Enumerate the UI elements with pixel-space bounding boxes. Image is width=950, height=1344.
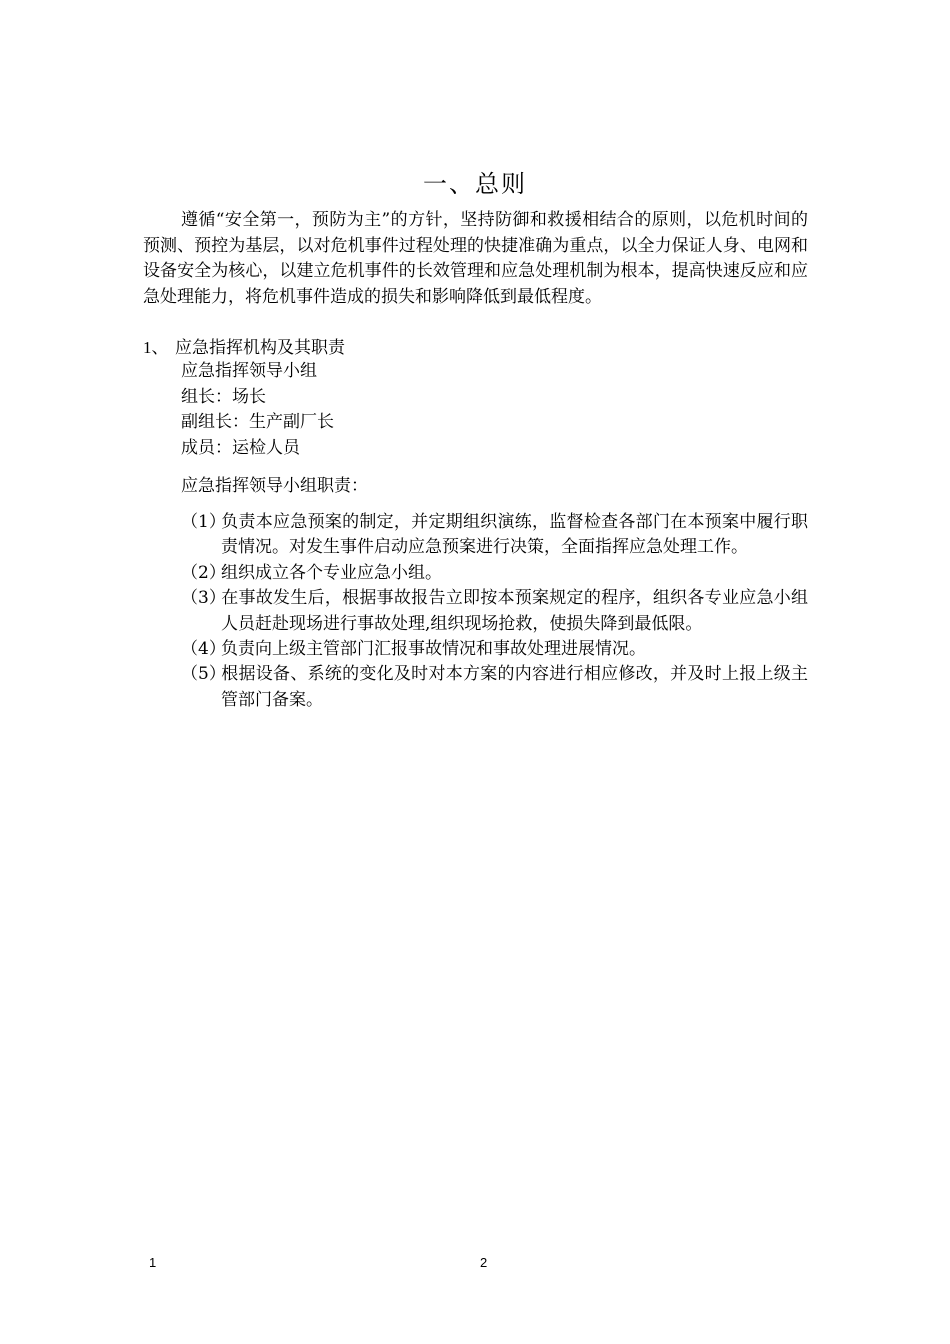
section-heading-text: 应急指挥机构及其职责 (175, 338, 345, 358)
footer-page-number-left: 1 (149, 1255, 157, 1270)
duty-text: 负责向上级主管部门汇报事故情况和事故处理进展情况。 (221, 639, 646, 660)
duty-text: 根据设备、系统的变化及时对本方案的内容进行相应修改，并及时上报上级主管部门备案。 (221, 664, 808, 710)
intro-paragraph: 遵循“安全第一，预防为主”的方针，坚持防御和救援相结合的原则，以危机时间的预测、预控为基层，以对危机事件过程处理的快捷准确为重点，以全力保证人身、电网和设备安全为核心，以建立危机事件的长效管理和应急处理机制为根本，提高快速反应和应急处理能力，将危机事件造成的损失和影响降低到最低程度。 (143, 210, 808, 307)
duty-item (181, 662, 808, 713)
duty-marker: （2） (181, 562, 226, 583)
duty-text: 负责本应急预案的制定，并定期组织演练，监督检查各部门在本预案中履行职责情况。对发生事件启动应急预案进行决策，全面指挥应急处理工作。 (221, 512, 808, 558)
duties-list (181, 510, 808, 713)
duty-marker: （4） (181, 639, 226, 660)
duty-item (181, 510, 808, 561)
duty-marker: （1） (181, 512, 226, 532)
duty-marker: （5） (181, 664, 226, 685)
duty-marker: （3） (181, 588, 226, 609)
section-heading (143, 335, 345, 361)
group-leader: 组长：场长 (181, 386, 266, 407)
leadership-group-list (181, 359, 334, 461)
duties-heading: 应急指挥领导小组职责： (181, 476, 368, 496)
page-title: 一、总则 (423, 170, 527, 198)
duty-item (181, 637, 808, 662)
duty-text: 组织成立各个专业应急小组。 (221, 562, 442, 583)
duty-text: 在事故发生后，根据事故报告立即按本预案规定的程序，组织各专业应急小组人员赶赴现场进行事故处理,组织现场抢救，使损失降到最低限。 (221, 588, 808, 634)
section-number: 1、 (143, 338, 169, 357)
footer-page-number-center: 2 (480, 1255, 488, 1270)
group-members: 成员：运检人员 (181, 437, 300, 458)
duty-item (181, 586, 808, 637)
duty-item (181, 561, 808, 586)
group-name: 应急指挥领导小组 (181, 361, 317, 381)
group-deputy-leader: 副组长：生产副厂长 (181, 412, 334, 432)
